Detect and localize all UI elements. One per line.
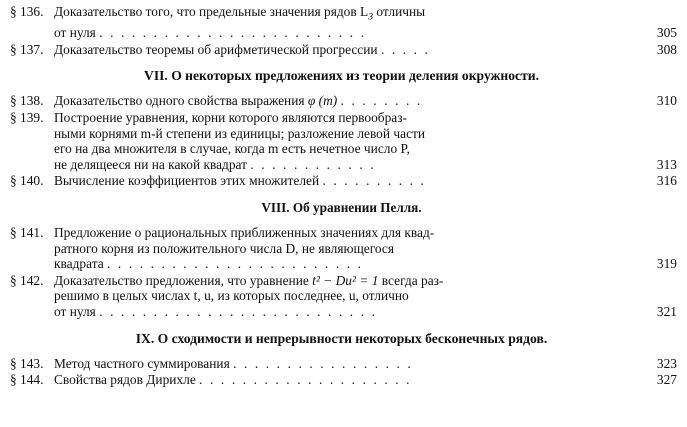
section-heading-ix: IX. О сходимости и непрерывности некоторых бесконечных рядов.: [135, 330, 548, 346]
toc-entry-142[interactable]: [6, 273, 677, 320]
entry-title: [54, 42, 643, 58]
entry-title-line3: его на два множителя в случае, когда m есть нечетное число P,: [54, 141, 410, 157]
entry-title-text: Вычисление коэффициентов этих множителей: [54, 173, 320, 189]
entry-page-number: 310: [656, 93, 677, 109]
entry-title: [54, 356, 643, 372]
entry-page-number: 308: [656, 41, 677, 57]
entry-title-line2: ратного корня из положительного числа D, не являющегося: [54, 240, 395, 256]
leader-dots: . . . . . . . . . . . . . . . . .: [233, 355, 413, 371]
leader-dots: . . . . . . . . . . . . . . . . . . . .: [199, 372, 412, 388]
entry-title: [54, 372, 643, 388]
entry-title-line3: квадрата: [54, 256, 104, 272]
entry-page-number: 327: [656, 372, 677, 388]
toc-entry-136[interactable]: [6, 4, 677, 41]
leader-dots: . . . . . . . . . . . . . . . . . . . . . . . . .: [99, 25, 367, 41]
toc-entry-137[interactable]: [6, 42, 677, 58]
leader-dots: . . . . . . . . . . . . . . . . . . . . . . . . . .: [99, 303, 378, 319]
entry-title-text: Доказательство теоремы об арифметической прогрессии: [54, 41, 378, 57]
toc-entry-140[interactable]: [6, 173, 677, 189]
entry-number: § 140.: [10, 173, 44, 189]
toc-entry-144[interactable]: [6, 372, 677, 388]
entry-title: [54, 273, 643, 320]
entry-title: [54, 110, 643, 172]
entry-number: § 136.: [10, 4, 44, 19]
entry-title-line2: ными корнями m-й степени из единицы; разложение левой части: [54, 125, 426, 141]
toc-entry-143[interactable]: [6, 356, 677, 372]
entry-title-subscript: 3: [368, 11, 374, 23]
leader-dots: . . . . . . . . . .: [322, 173, 426, 189]
entry-title-text: Свойства рядов Дирихле: [54, 372, 196, 388]
toc-entry-139[interactable]: [6, 110, 677, 172]
entry-title-text: Доказательство одного свойства выражения: [54, 93, 308, 109]
entry-page-number: 319: [656, 256, 677, 272]
leader-dots: . . . . . . . .: [340, 93, 423, 109]
entry-number: § 137.: [10, 41, 44, 57]
entry-title-line3: от нуля: [54, 303, 96, 319]
entry-page-number: 313: [656, 156, 677, 172]
section-heading-viii: VIII. Об уравнении Пелля.: [261, 200, 422, 216]
leader-dots: . . . . .: [380, 41, 430, 57]
entry-title: [54, 4, 643, 41]
entry-number: § 139.: [10, 110, 44, 126]
entry-page-number: 321: [656, 303, 677, 319]
entry-page-number: 305: [656, 25, 677, 41]
entry-title-formula: t² − Du² = 1: [312, 272, 379, 288]
entry-title-line1: Предложение о рациональных приближенных значениях для квад-: [54, 225, 435, 241]
entry-title-formula: φ (m): [307, 93, 338, 109]
entry-number: § 143.: [10, 355, 44, 371]
entry-number: § 144.: [10, 372, 44, 388]
entry-title: [54, 93, 643, 109]
leader-dots: . . . . . . . . . . . . . . . . . . . . . . . .: [107, 256, 364, 272]
toc-entry-138[interactable]: [6, 93, 677, 109]
entry-page-number: 316: [656, 173, 677, 189]
entry-number: § 142.: [10, 272, 44, 288]
entry-page-number: 323: [656, 355, 677, 371]
entry-title-line1: Доказательство предложения, что уравнение: [54, 272, 313, 288]
entry-title-line1: Построение уравнения, корни которого являются первообраз-: [54, 110, 408, 126]
entry-title-line1-tail: всегда раз-: [378, 272, 444, 288]
entry-title-line1: Доказательство того, что предельные значения рядов L: [54, 4, 369, 19]
entry-title-line2: решимо в целых числах t, u, из которых последнее, u, отлично: [54, 288, 409, 304]
entry-title: [54, 173, 643, 189]
toc-entry-141[interactable]: [6, 225, 677, 272]
entry-title-line2: от нуля: [54, 25, 96, 41]
entry-title-line4: не делящееся ни на какой квадрат: [54, 156, 248, 172]
leader-dots: . . . . . . . . . . . .: [250, 156, 376, 172]
entry-number: § 138.: [10, 93, 44, 109]
entry-number: § 141.: [10, 225, 44, 241]
entry-title-line1-tail: отличны: [373, 4, 426, 19]
entry-title: [54, 225, 643, 272]
entry-title-text: Метод частного суммирования: [54, 355, 230, 371]
section-heading-vii: VII. О некоторых предложениях из теории деления окружности.: [144, 68, 539, 84]
